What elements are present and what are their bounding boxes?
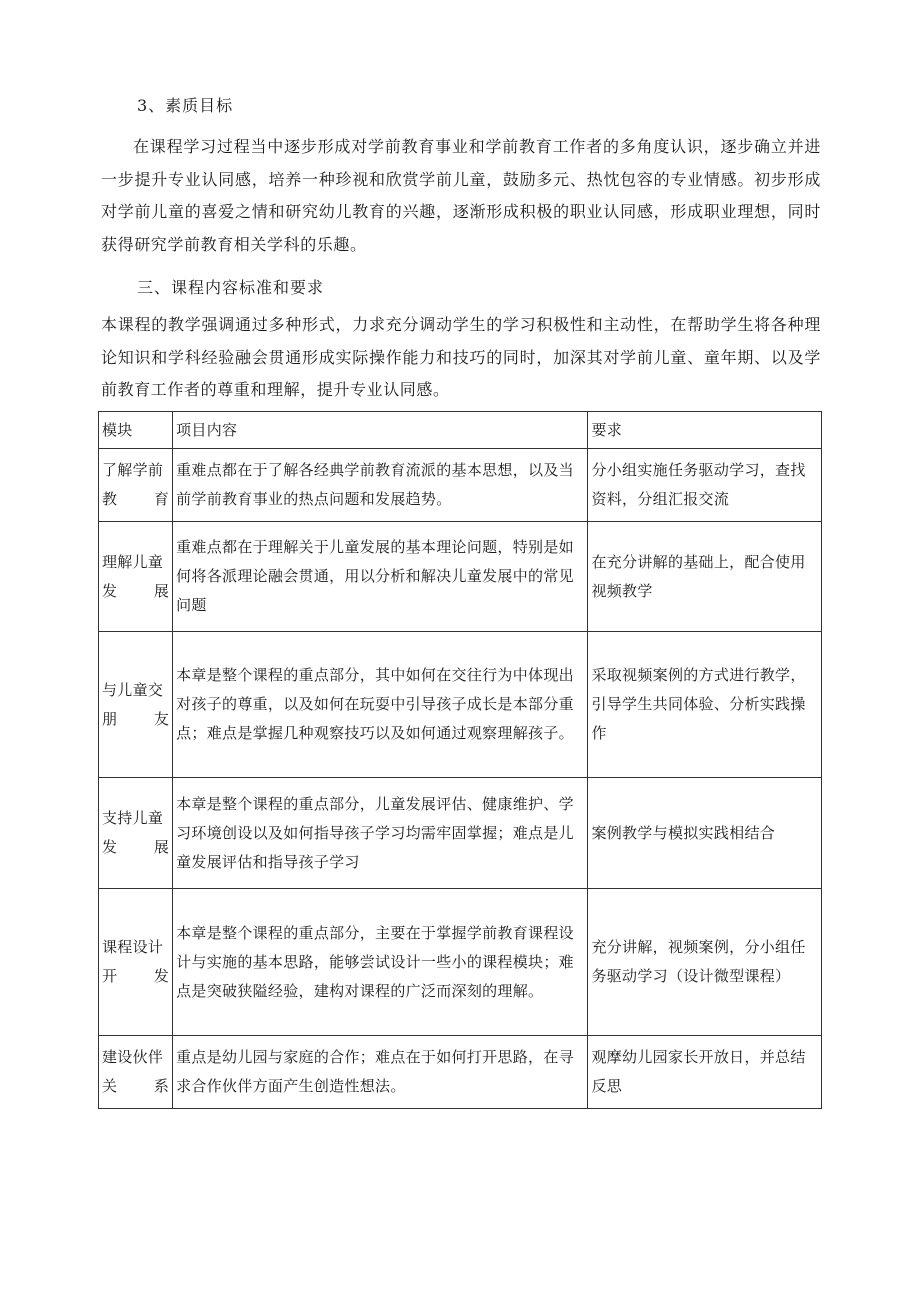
table-row [99, 1036, 822, 1109]
row-module: 与儿童交朋友 [99, 632, 173, 778]
row-requirement: 观摩幼儿园家长开放日，并总结反思 [588, 1036, 822, 1109]
row-requirement: 充分讲解，视频案例，分小组任务驱动学习（设计微型课程） [588, 889, 822, 1036]
table-row [99, 632, 822, 778]
quality-goal-heading: 3、素质目标 [137, 96, 234, 115]
row-requirement: 在充分讲解的基础上，配合使用视频教学 [588, 522, 822, 632]
table-row [99, 522, 822, 632]
table-row [99, 449, 822, 522]
row-module: 了解学前教育 [99, 449, 173, 522]
header-module: 模块 [99, 412, 173, 449]
row-content: 重点是幼儿园与家庭的合作；难点在于如何打开思路，在寻求合作伙伴方面产生创造性想法。 [173, 1036, 588, 1109]
course-content-table [98, 411, 822, 1109]
row-content: 本章是整个课程的重点部分，其中如何在交往行为中体现出对孩子的尊重，以及如何在玩耍中引导孩子成长是本部分重点；难点是掌握几种观察技巧以及如何通过观察理解孩子。 [173, 632, 588, 778]
table-row [99, 778, 822, 889]
row-content: 本章是整个课程的重点部分，儿童发展评估、健康维护、学习环境创设以及如何指导孩子学习均需牢固掌握；难点是儿童发展评估和指导孩子学习 [173, 778, 588, 889]
row-module: 理解儿童发展 [99, 522, 173, 632]
header-content: 项目内容 [173, 412, 588, 449]
row-content: 重难点都在于理解关于儿童发展的基本理论问题，特别是如何将各派理论融会贯通，用以分析和解决儿童发展中的常见问题 [173, 522, 588, 632]
row-requirement: 采取视频案例的方式进行教学，引导学生共同体验、分析实践操作 [588, 632, 822, 778]
table-header-row [99, 412, 822, 449]
row-module: 课程设计开发 [99, 889, 173, 1036]
row-content: 本章是整个课程的重点部分，主要在于掌握学前教育课程设计与实施的基本思路，能够尝试设计一些小的课程模块；难点是突破狭隘经验，建构对课程的广泛而深刻的理解。 [173, 889, 588, 1036]
table-row [99, 889, 822, 1036]
row-requirement: 案例教学与模拟实践相结合 [588, 778, 822, 889]
row-content: 重难点都在于了解各经典学前教育流派的基本思想，以及当前学前教育事业的热点问题和发展趋势。 [173, 449, 588, 522]
row-module: 支持儿童发展 [99, 778, 173, 889]
header-requirement: 要求 [588, 412, 822, 449]
section-three-title: 三、课程内容标准和要求 [137, 278, 325, 297]
row-module: 建设伙伴关系 [99, 1036, 173, 1109]
section-three-intro: 本课程的教学强调通过多种形式，力求充分调动学生的学习积极性和主动性，在帮助学生将各种理论知识和学科经验融会贯通形成实际操作能力和技巧的同时，加深其对学前儿童、童年期、以及学前教育工作者的尊重和理解，提升专业认同感。 [101, 315, 821, 399]
row-requirement: 分小组实施任务驱动学习，查找资料，分组汇报交流 [588, 449, 822, 522]
quality-goal-paragraph: 在课程学习过程当中逐步形成对学前教育事业和学前教育工作者的多角度认识，逐步确立并进一步提升专业认同感，培养一种珍视和欣赏学前儿童，鼓励多元、热忱包容的专业情感。初步形成对学前儿童的喜爱之情和研究幼儿教育的兴趣，逐渐形成积极的职业认同感，形成职业理想，同时获得研究学前教育相关学科的乐趣。 [101, 137, 821, 254]
